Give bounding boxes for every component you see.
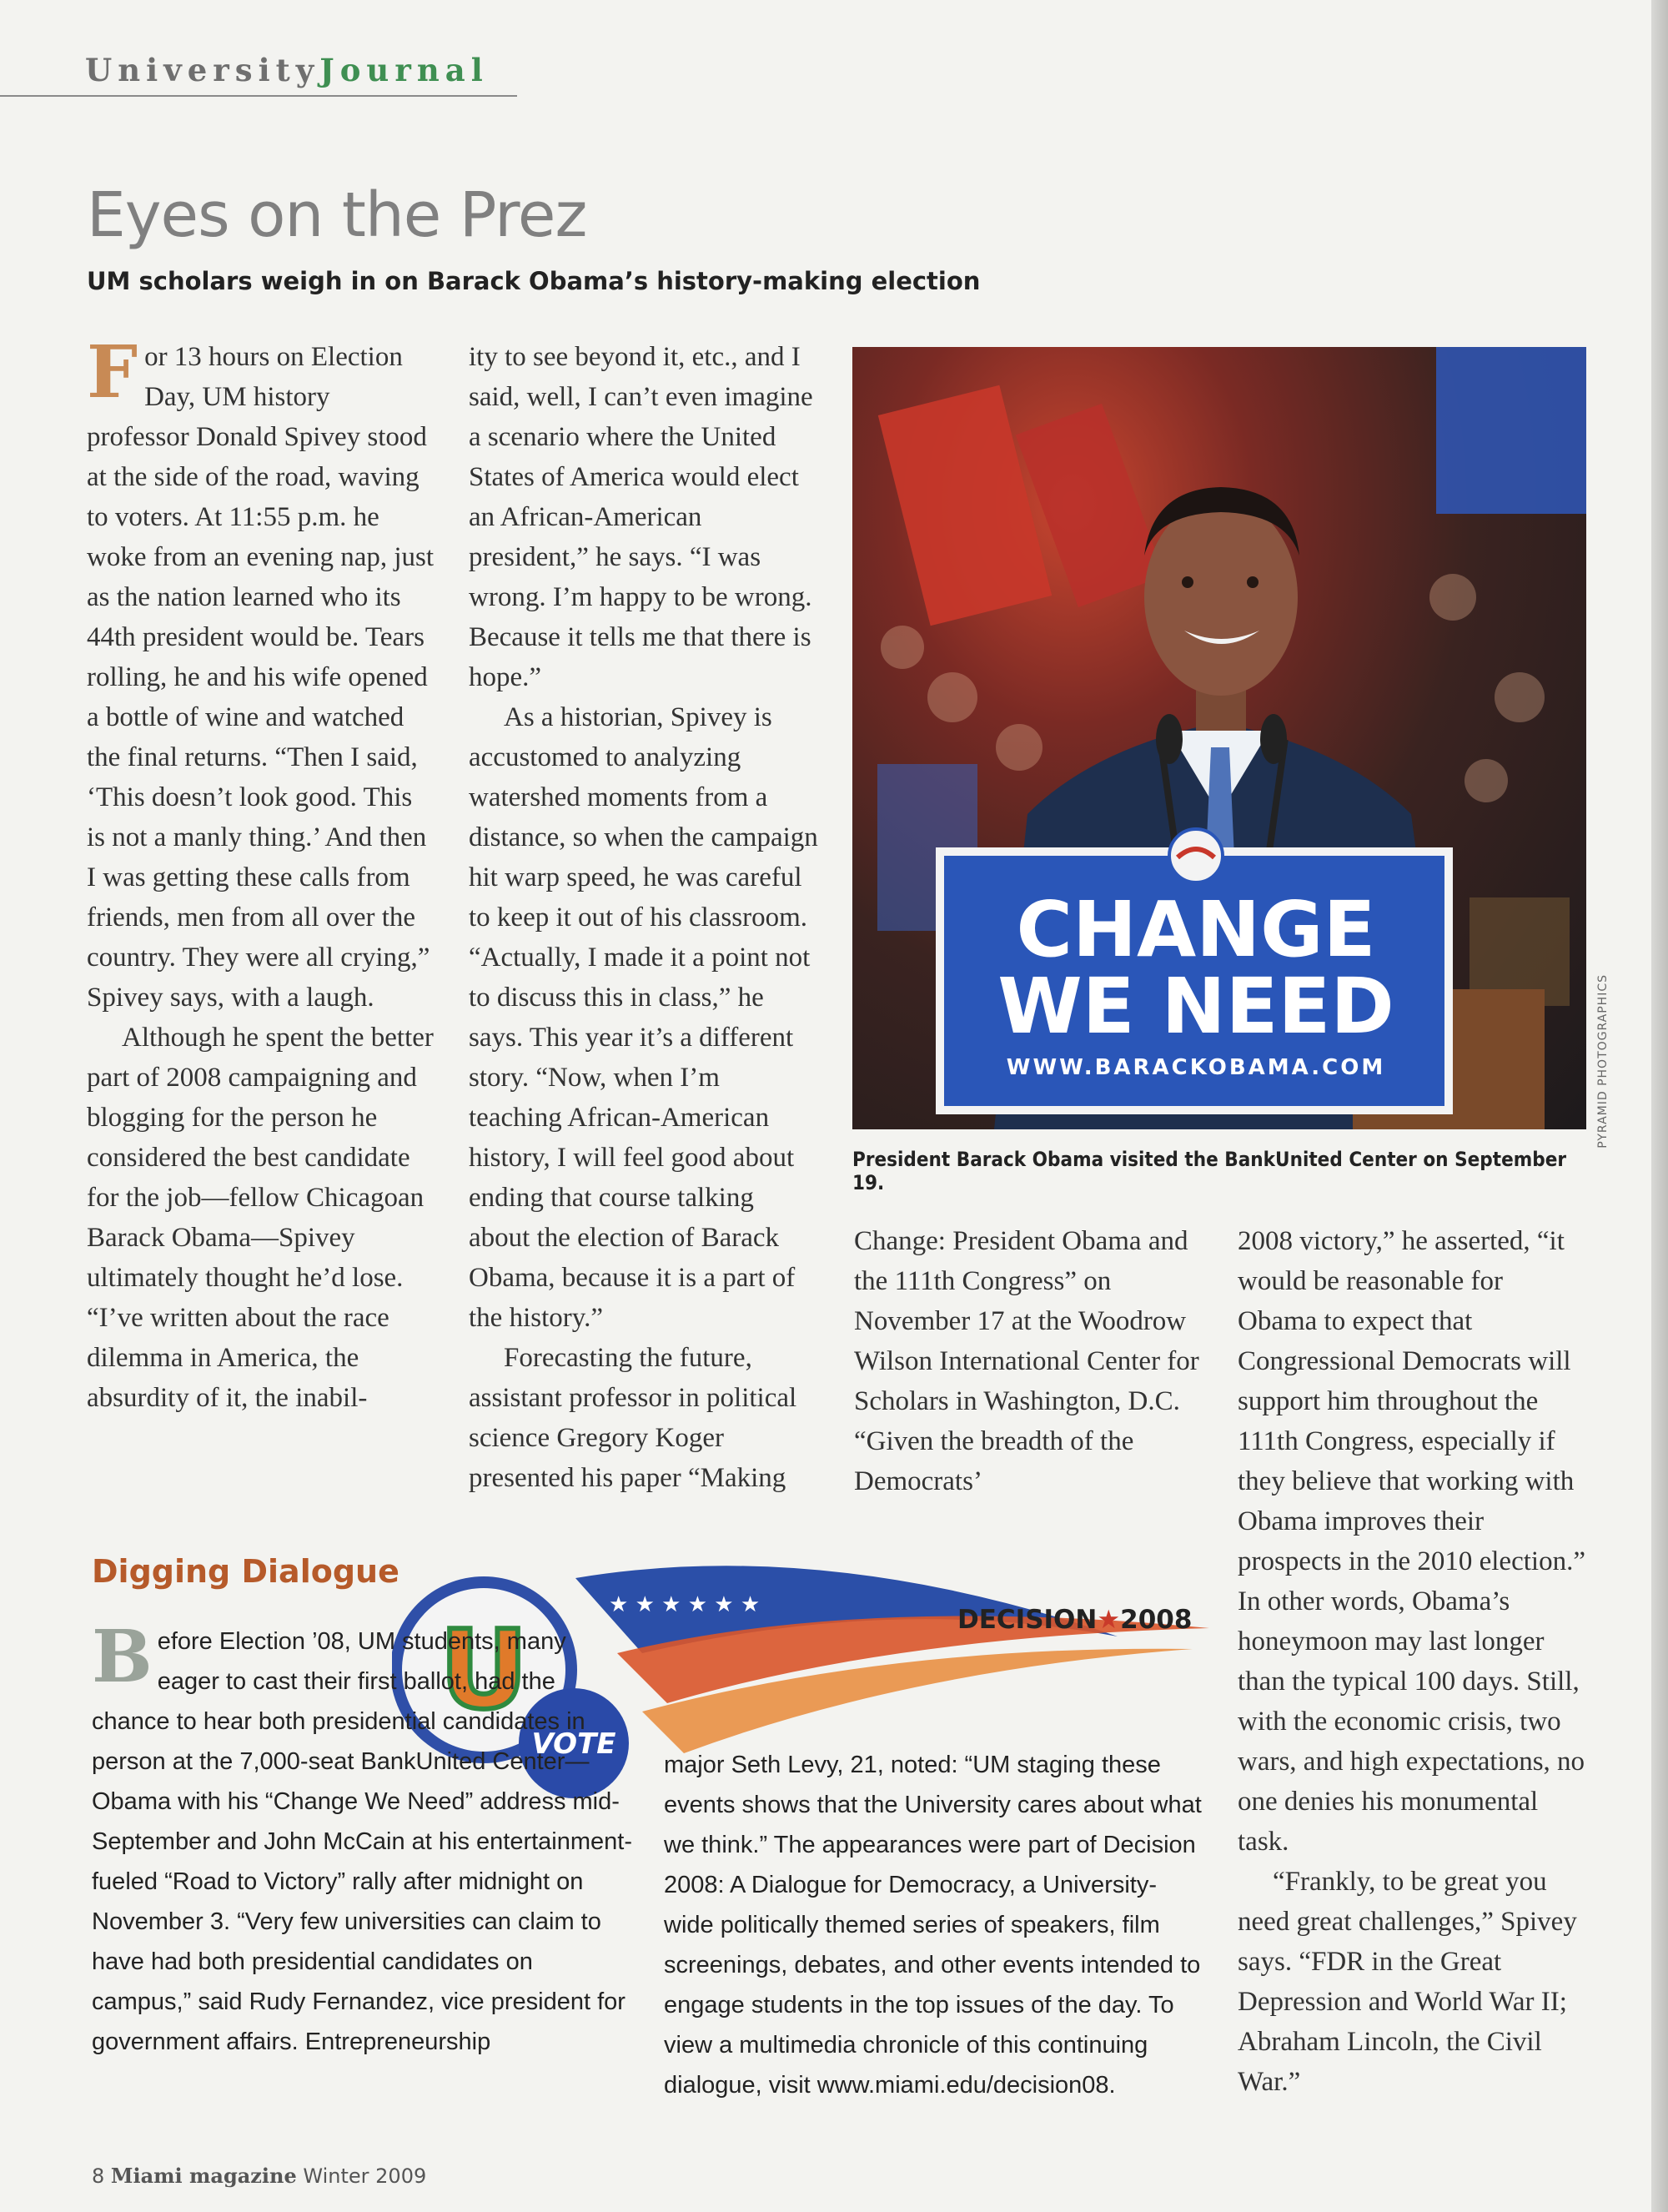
- page-number: 8: [92, 2164, 105, 2188]
- um-logo-letter: U: [440, 1606, 528, 1733]
- sidebar-paragraph-right: major Seth Levy, 21, noted: “UM staging these events shows that the University cares about what we think.” The appearances were part of Decision 2008: A Dialogue for Democracy, a University-wide politically themed series of speakers, film screenings, debates, and other events intended to engage students in the top issues of the day. To view a multimedia chronicle of this continuing dialogue, visit www.miami.edu/decision08.: [664, 1752, 1202, 2099]
- photo-caption: President Barack Obama visited the BankUnited Center on September 19.: [852, 1148, 1566, 1194]
- svg-text:★ ★ ★ ★ ★ ★: ★ ★ ★ ★ ★ ★: [609, 1592, 761, 1617]
- sidebar-left-text: [92, 1615, 634, 2062]
- column-1: [87, 330, 437, 1418]
- column-3: [854, 1221, 1213, 1501]
- sign-line-1: CHANGE: [1016, 885, 1376, 974]
- col3-paragraph-1: Change: President Obama and the 111th Congress” on November 17 at the Woodrow Wilson International Center for Scholars in Washington, D.C. “Given the breadth of the Democrats’: [854, 1226, 1199, 1496]
- col4-paragraph-1: 2008 victory,” he asserted, “it would be reasonable for Obama to expect that Congressional Democrats will support him throughout the 111th Congress, especially if they believe that working with Obama improves their prospects in the 2010 election.” In other words, Obama’s honeymoon may last longer than the typical 100 days. Still, with the economic crisis, two wars, and high expectations, no one denies his monumental task.: [1238, 1226, 1585, 1857]
- col2-paragraph-2: As a historian, Spivey is accustomed to analyzing watershed moments from a distance, so when the campaign hit warp speed, he was careful to keep it out of his classroom. “Actually, I made it a point not to discuss this in class,” he says. This year it’s a different story. “Now, when I’m teaching African-American history, I will feel good about ending that course talking about the election of Barack Obama, because it is a part of the history.”: [469, 702, 818, 1333]
- headline: Eyes on the Prez: [87, 179, 587, 251]
- masthead-university: University: [85, 52, 320, 88]
- sidebar-title: Digging Dialogue: [92, 1553, 399, 1590]
- masthead: [85, 52, 489, 88]
- sidebar-right-text: [664, 1745, 1206, 2105]
- sign-url: WWW.BARACKOBAMA.COM: [1006, 1055, 1386, 1080]
- magazine-name: Miami magazine: [110, 2164, 297, 2188]
- masthead-journal: Journal: [319, 52, 489, 88]
- col2-paragraph-1: ity to see beyond it, etc., and I said, well, I can’t even imagine a scenario where the United States of America would elect an African-American president,” he says. “I was wrong. I’m happy to be wrong. Because it tells me that there is hope.”: [469, 342, 813, 692]
- column-2: [469, 337, 819, 1498]
- decision-label-word: DECISION: [957, 1605, 1098, 1635]
- decision-2008-label: [957, 1605, 1192, 1635]
- star-icon: ★: [1097, 1605, 1121, 1635]
- page-folio: [92, 2164, 426, 2188]
- col1-paragraph-2: Although he spent the better part of 2008 campaigning and blogging for the person he considered the best candidate for the job—fellow Chicagoan Barack Obama—Spivey ultimately thought he’d lose. “I’ve written about the race dilemma in America, the absurdity of it, the inabil-: [87, 1023, 434, 1413]
- column-4: [1238, 1221, 1588, 2102]
- drop-cap-b: B: [92, 1615, 153, 1699]
- sidebar-paragraph-left: efore Election ’08, UM students, many eager to cast their first ballot, had the chance to hear both presidential candidates in person at the 7,000-seat BankUnited Center—Obama with his “Change We Need” address mid-September and John McCain at his entertainment-fueled “Road to Victory” rally after midnight on November 3. “Very few universities can claim to have had both presidential candidates on campus,” said Rudy Fernandez, vice president for government affairs. Entrepreneurship: [92, 1628, 633, 2055]
- col1-paragraph-1: or 13 hours on Election Day, UM history professor Donald Spivey stood at the side of the road, waving to voters. At 11:55 p.m. he woke from an evening nap, just as the nation learned who its 44th president would be. Tears rolling, he and his wife opened a bottle of wine and watched the final returns. “Then I said, ‘This doesn’t look good. This is not a manly thing.’ And then I was getting these calls from friends, men from all over the country. They were all crying,” Spivey says, with a laugh.: [87, 342, 435, 1013]
- issue-date: Winter 2009: [303, 2164, 427, 2188]
- flag-stars: [609, 1592, 760, 1617]
- drop-cap-f: F: [87, 330, 138, 415]
- masthead-rule: [0, 95, 517, 97]
- sign-line-2: WE NEED: [997, 962, 1394, 1051]
- decision-label-year: 2008: [1120, 1605, 1193, 1635]
- vote-label: VOTE: [531, 1727, 616, 1761]
- photo-credit: PYRAMID PHOTOGRAPHICS: [1596, 974, 1610, 1149]
- deck: UM scholars weigh in on Barack Obama’s history-making election: [87, 267, 981, 295]
- page-spine: [1651, 0, 1668, 2212]
- col4-paragraph-2: “Frankly, to be great you need great challenges,” Spivey says. “FDR in the Great Depression and World War II; Abraham Lincoln, the Civil War.”: [1238, 1867, 1577, 2097]
- obama-photo: [852, 347, 1586, 1129]
- col2-paragraph-3: Forecasting the future, assistant professor in political science Gregory Koger presented his paper “Making: [469, 1343, 797, 1493]
- photo-illustration: [852, 347, 1586, 1129]
